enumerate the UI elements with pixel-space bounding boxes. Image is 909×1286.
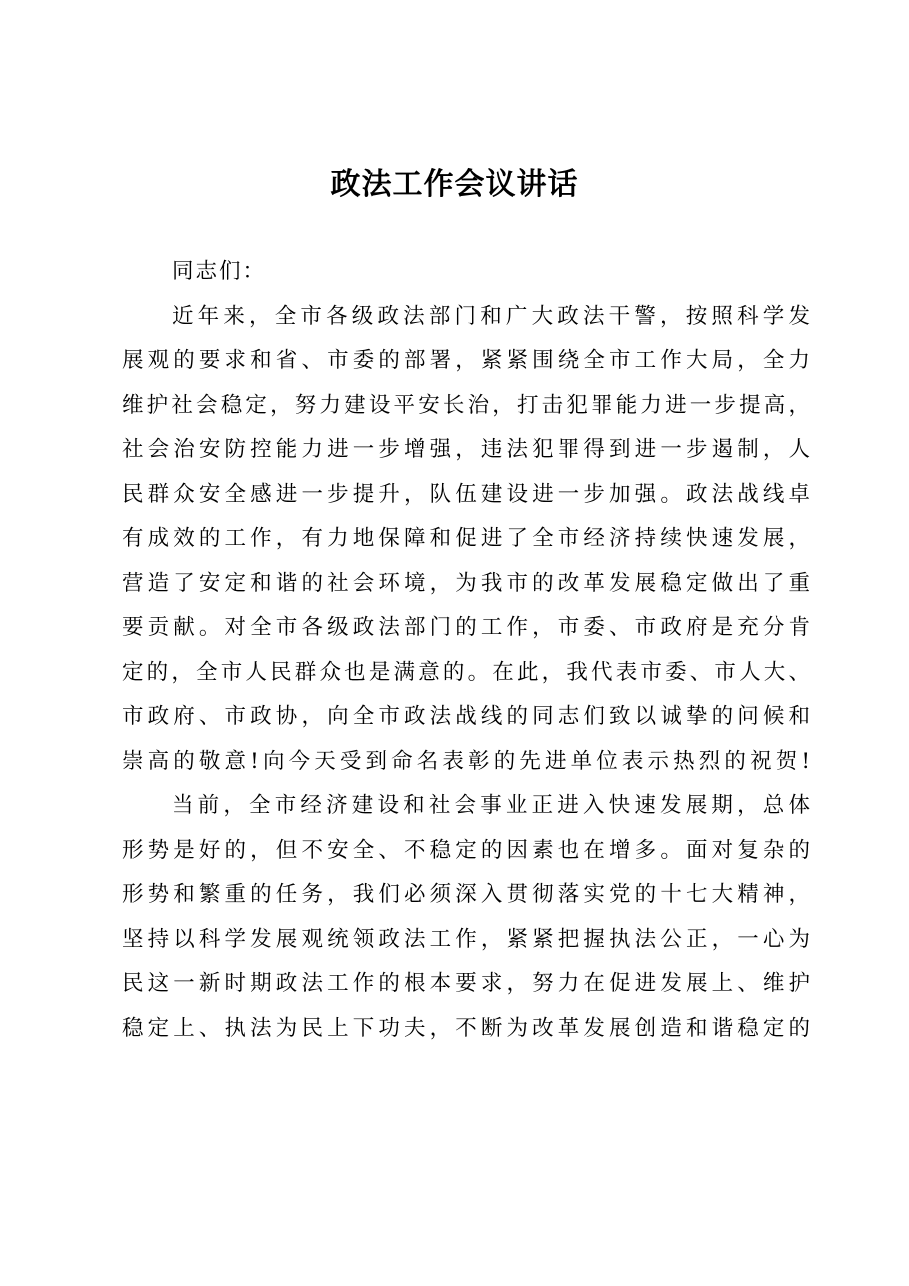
- paragraph-line: 近年来，全市各级政法部门和广大政法干警，按照科学发: [172, 303, 812, 329]
- paragraph-line: 稳定上、执法为民上下功夫，不断为改革发展创造和谐稳定的: [122, 1015, 812, 1041]
- paragraph-line: 营造了安定和谐的社会环境，为我市的改革发展稳定做出了重: [122, 570, 812, 596]
- paragraph-line: 要贡献。对全市各级政法部门的工作，市委、市政府是充分肯: [122, 615, 812, 640]
- paragraph-line: 展观的要求和省、市委的部署，紧紧围绕全市工作大局，全力: [122, 348, 812, 373]
- paragraph-line: 崇高的敬意!向今天受到命名表彰的先进单位表示热烈的祝贺!: [122, 748, 812, 774]
- paragraph-line: 维护社会稳定，努力建设平安长治，打击犯罪能力进一步提高，: [122, 392, 812, 418]
- paragraph-line: 坚持以科学发展观统领政法工作，紧紧把握执法公正，一心为: [122, 926, 812, 952]
- paragraph-line: 民群众安全感进一步提升，队伍建设进一步加强。政法战线卓: [122, 481, 812, 507]
- salutation: 同志们：: [172, 259, 267, 284]
- paragraph-line: 民这一新时期政法工作的根本要求，努力在促进发展上、维护: [122, 971, 812, 996]
- paragraph-line: 市政府、市政协，向全市政法战线的同志们致以诚挚的问候和: [122, 704, 812, 729]
- paragraph-line: 定的，全市人民群众也是满意的。在此，我代表市委、市人大、: [122, 659, 812, 685]
- document-title: 政法工作会议讲话: [330, 167, 579, 202]
- document-body: [122, 250, 812, 1051]
- paragraph-line: 形势和繁重的任务，我们必须深入贯彻落实党的十七大精神，: [122, 882, 812, 907]
- paragraph-line: 形势是好的，但不安全、不稳定的因素也在增多。面对复杂的: [122, 837, 812, 863]
- paragraph-line: 有成效的工作，有力地保障和促进了全市经济持续快速发展，: [122, 526, 812, 551]
- paragraph-line: 当前，全市经济建设和社会事业正进入快速发展期，总体: [172, 793, 812, 818]
- paragraph-line: 社会治安防控能力进一步增强，违法犯罪得到进一步遏制，人: [122, 437, 812, 462]
